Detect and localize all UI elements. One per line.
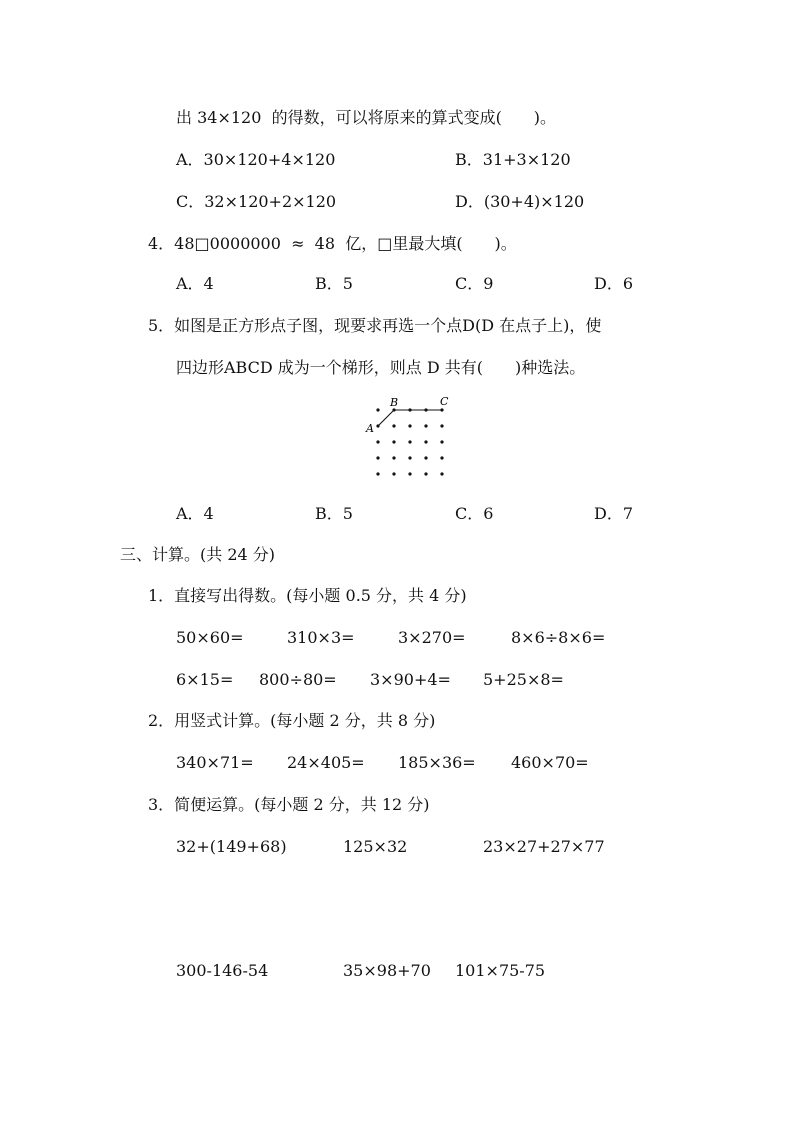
- part1-title: 1．直接写出得数。(每小题 0.5 分，共 4 分): [148, 586, 467, 605]
- q4-option-d: D．6: [594, 274, 634, 293]
- segment-ab: [378, 410, 394, 426]
- q5-option-c: C．6: [455, 504, 494, 523]
- q4-option-a: A．4: [176, 274, 214, 293]
- calc-item: 101×75-75: [455, 961, 546, 980]
- calc-item: 300-146-54: [176, 961, 269, 980]
- q3-option-d: D．(30+4)×120: [455, 192, 585, 211]
- dot-grid: [376, 408, 443, 475]
- q4-stem: 4．48□0000000 ≈ 48 亿，□里最大填( )。: [148, 234, 517, 253]
- part3-title: 3．简便运算。(每小题 2 分，共 12 分): [148, 795, 430, 814]
- q4-option-b: B．5: [315, 274, 353, 293]
- section3-heading: 三、计算。(共 24 分): [120, 545, 276, 564]
- calc-item: 460×70=: [511, 753, 589, 772]
- label-c: C: [440, 395, 449, 408]
- calc-item: 50×60=: [176, 628, 244, 647]
- calc-item: 5+25×8=: [483, 670, 564, 689]
- calc-item: 3×90+4=: [370, 670, 451, 689]
- calc-item: 800÷80=: [259, 670, 337, 689]
- q5-stem-line2: 四边形ABCD 成为一个梯形，则点 D 共有( )种选法。: [176, 358, 586, 377]
- calc-item: 8×6÷8×6=: [511, 628, 606, 647]
- calc-item: 185×36=: [398, 753, 476, 772]
- calc-item: 3×270=: [398, 628, 466, 647]
- q5-option-b: B．5: [315, 504, 353, 523]
- calc-item: 23×27+27×77: [483, 837, 605, 856]
- q3-stem: 出 34×120 的得数，可以将原来的算式变成( )。: [176, 108, 557, 127]
- q3-option-a: A．30×120+4×120: [176, 150, 336, 169]
- q4-option-c: C．9: [455, 274, 494, 293]
- calc-item: 32+(149+68): [176, 837, 287, 856]
- label-a: A: [366, 422, 374, 435]
- calc-item: 6×15=: [176, 670, 234, 689]
- q5-option-d: D．7: [594, 504, 634, 523]
- q3-option-b: B．31+3×120: [455, 150, 571, 169]
- label-b: B: [390, 396, 399, 409]
- calc-item: 24×405=: [287, 753, 365, 772]
- calc-item: 35×98+70: [343, 961, 431, 980]
- dot-grid-figure: [360, 392, 460, 487]
- q5-option-a: A．4: [176, 504, 214, 523]
- q5-stem-line1: 5．如图是正方形点子图，现要求再选一个点D(D 在点子上)，使: [148, 316, 602, 335]
- q3-option-c: C．32×120+2×120: [176, 192, 337, 211]
- calc-item: 340×71=: [176, 753, 254, 772]
- calc-item: 310×3=: [287, 628, 355, 647]
- calc-item: 125×32: [343, 837, 408, 856]
- part2-title: 2．用竖式计算。(每小题 2 分，共 8 分): [148, 711, 436, 730]
